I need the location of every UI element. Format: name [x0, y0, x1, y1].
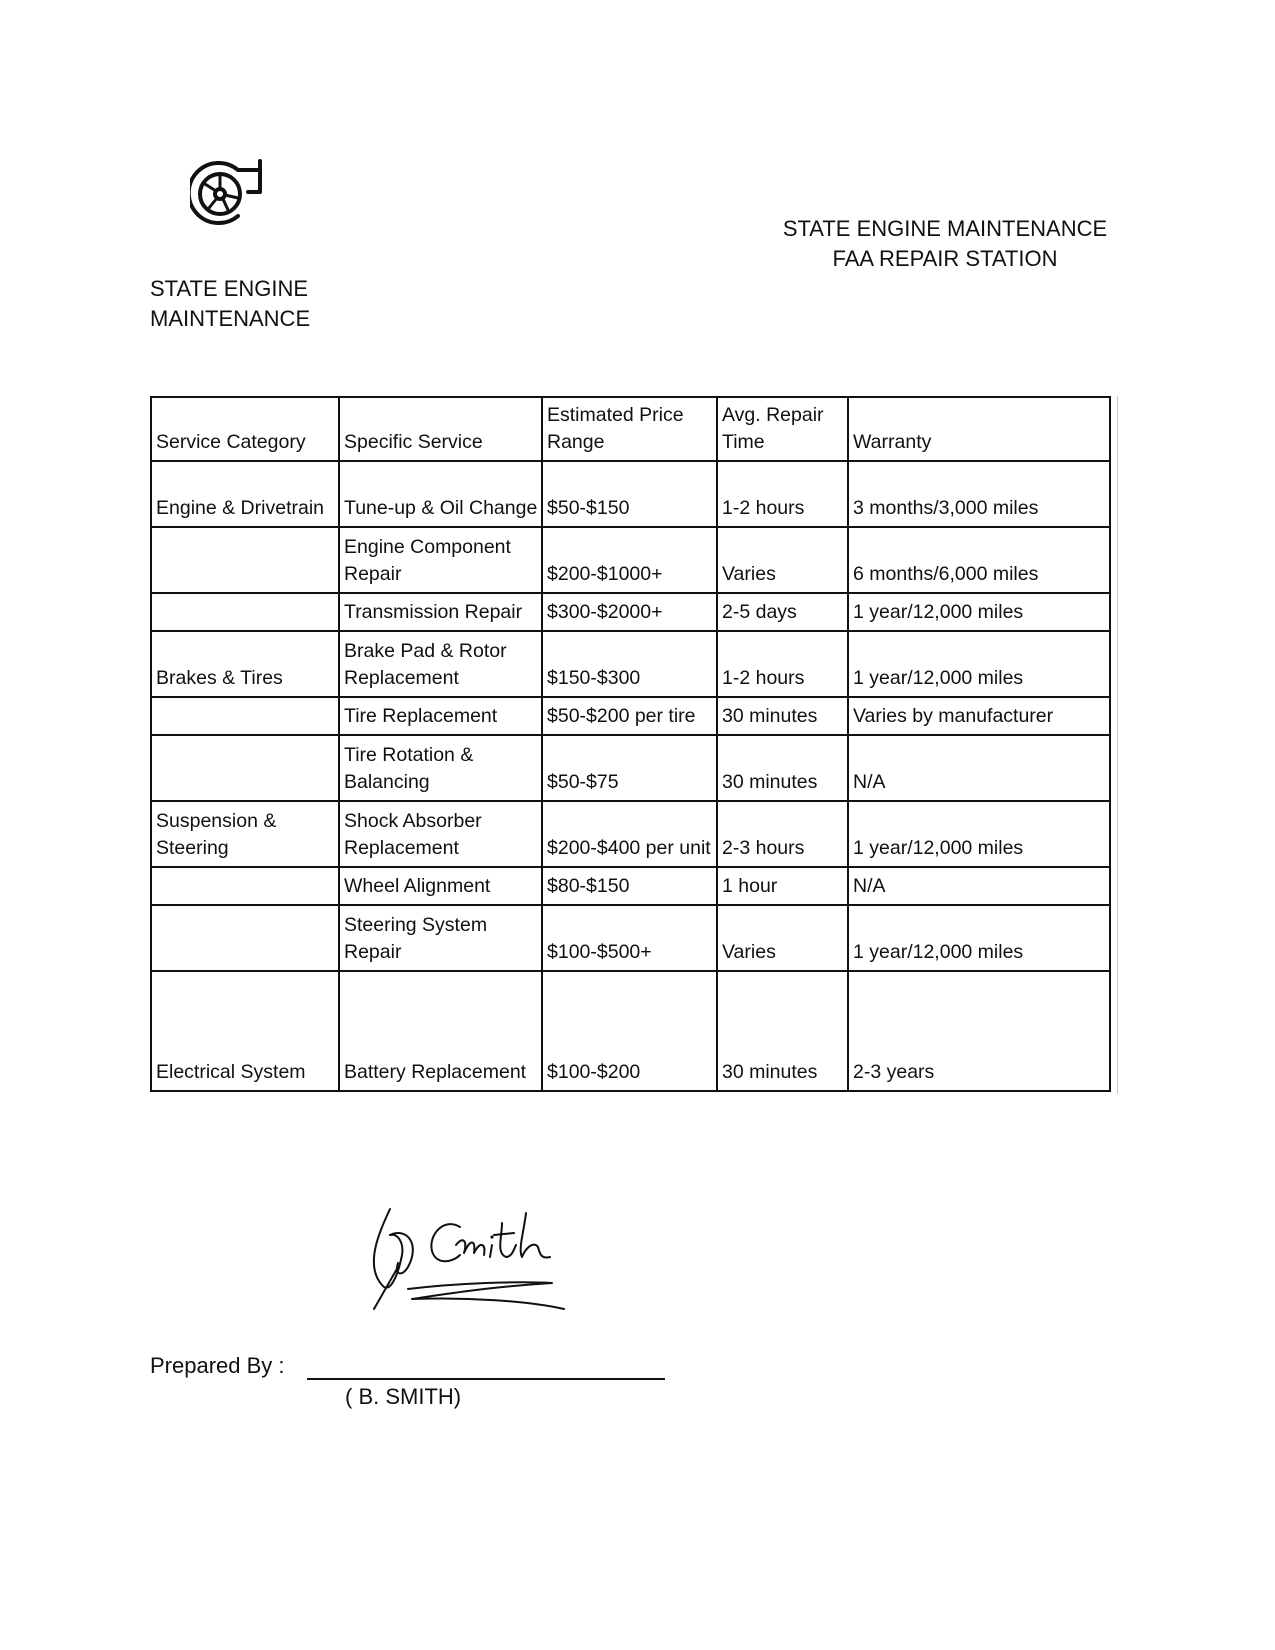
service-table-container — [150, 396, 1111, 1092]
table-cell: 1 year/12,000 miles — [848, 593, 1110, 631]
signature-line — [307, 1378, 665, 1380]
table-cell: $200-$400 per unit — [542, 801, 717, 867]
table-row — [151, 461, 1110, 527]
table-cell: 2-3 hours — [717, 801, 848, 867]
table-cell: Battery Replacement — [339, 971, 542, 1091]
table-row — [151, 631, 1110, 697]
service-pricing-table — [150, 396, 1111, 1092]
table-edge-line — [1111, 396, 1118, 1094]
table-cell: 1 year/12,000 miles — [848, 801, 1110, 867]
table-row — [151, 593, 1110, 631]
table-cell: $50-$150 — [542, 461, 717, 527]
table-cell: $100-$200 — [542, 971, 717, 1091]
company-name-line-2: MAINTENANCE — [150, 306, 311, 331]
table-cell: Wheel Alignment — [339, 867, 542, 905]
table-cell — [151, 697, 339, 735]
table-header-row — [151, 397, 1110, 461]
table-cell: Engine & Drivetrain — [151, 461, 339, 527]
header-cell: Warranty — [848, 397, 1110, 461]
table-cell — [151, 593, 339, 631]
table-row — [151, 867, 1110, 905]
table-cell — [151, 527, 339, 593]
table-cell: 30 minutes — [717, 971, 848, 1091]
table-cell — [151, 735, 339, 801]
table-cell: 6 months/6,000 miles — [848, 527, 1110, 593]
header-cell: Service Category — [151, 397, 339, 461]
company-heading-right — [700, 214, 1190, 274]
table-cell: 30 minutes — [717, 697, 848, 735]
company-title: STATE ENGINE MAINTENANCE — [782, 216, 1108, 241]
table-cell: $50-$200 per tire — [542, 697, 717, 735]
table-cell: 2-5 days — [717, 593, 848, 631]
table-cell: $200-$1000+ — [542, 527, 717, 593]
table-row — [151, 971, 1110, 1091]
table-cell: Brake Pad & Rotor Replacement — [339, 631, 542, 697]
table-cell: $300-$2000+ — [542, 593, 717, 631]
table-row — [151, 697, 1110, 735]
table-cell: 1 year/12,000 miles — [848, 631, 1110, 697]
table-cell: Tire Rotation & Balancing — [339, 735, 542, 801]
table-row — [151, 905, 1110, 971]
signature-drawing — [368, 1205, 584, 1315]
table-cell: Tire Replacement — [339, 697, 542, 735]
table-cell: Shock Absorber Replacement — [339, 801, 542, 867]
company-name-line-1: STATE ENGINE — [150, 276, 309, 301]
table-cell: N/A — [848, 867, 1110, 905]
prepared-by-name: ( B. SMITH) — [345, 1384, 462, 1409]
company-name-left — [150, 274, 370, 334]
table-cell: Varies — [717, 527, 848, 593]
table-cell: $150-$300 — [542, 631, 717, 697]
table-cell: 1 year/12,000 miles — [848, 905, 1110, 971]
table-row — [151, 735, 1110, 801]
table-cell: 2-3 years — [848, 971, 1110, 1091]
table-cell: 30 minutes — [717, 735, 848, 801]
signature — [368, 1205, 584, 1315]
table-cell: $100-$500+ — [542, 905, 717, 971]
table-row — [151, 527, 1110, 593]
company-subtitle: FAA REPAIR STATION — [832, 246, 1058, 271]
table-cell — [151, 905, 339, 971]
table-cell: $50-$75 — [542, 735, 717, 801]
header-cell: Avg. Repair Time — [717, 397, 848, 461]
table-cell: Varies by manufacturer — [848, 697, 1110, 735]
table-cell: Steering System Repair — [339, 905, 542, 971]
table-cell: N/A — [848, 735, 1110, 801]
table-cell: Electrical System — [151, 971, 339, 1091]
table-cell: Transmission Repair — [339, 593, 542, 631]
table-cell — [151, 867, 339, 905]
table-cell: Engine Component Repair — [339, 527, 542, 593]
table-cell: 1 hour — [717, 867, 848, 905]
table-cell: 3 months/3,000 miles — [848, 461, 1110, 527]
company-logo — [190, 158, 268, 230]
prepared-by-label: Prepared By : — [150, 1353, 285, 1378]
table-cell: Brakes & Tires — [151, 631, 339, 697]
table-cell: 1-2 hours — [717, 461, 848, 527]
header-cell: Specific Service — [339, 397, 542, 461]
turbocharger-icon — [190, 158, 268, 230]
table-cell: $80-$150 — [542, 867, 717, 905]
table-cell: Varies — [717, 905, 848, 971]
table-row — [151, 801, 1110, 867]
table-cell: 1-2 hours — [717, 631, 848, 697]
table-cell: Suspension & Steering — [151, 801, 339, 867]
table-cell: Tune-up & Oil Change — [339, 461, 542, 527]
header-cell: Estimated Price Range — [542, 397, 717, 461]
